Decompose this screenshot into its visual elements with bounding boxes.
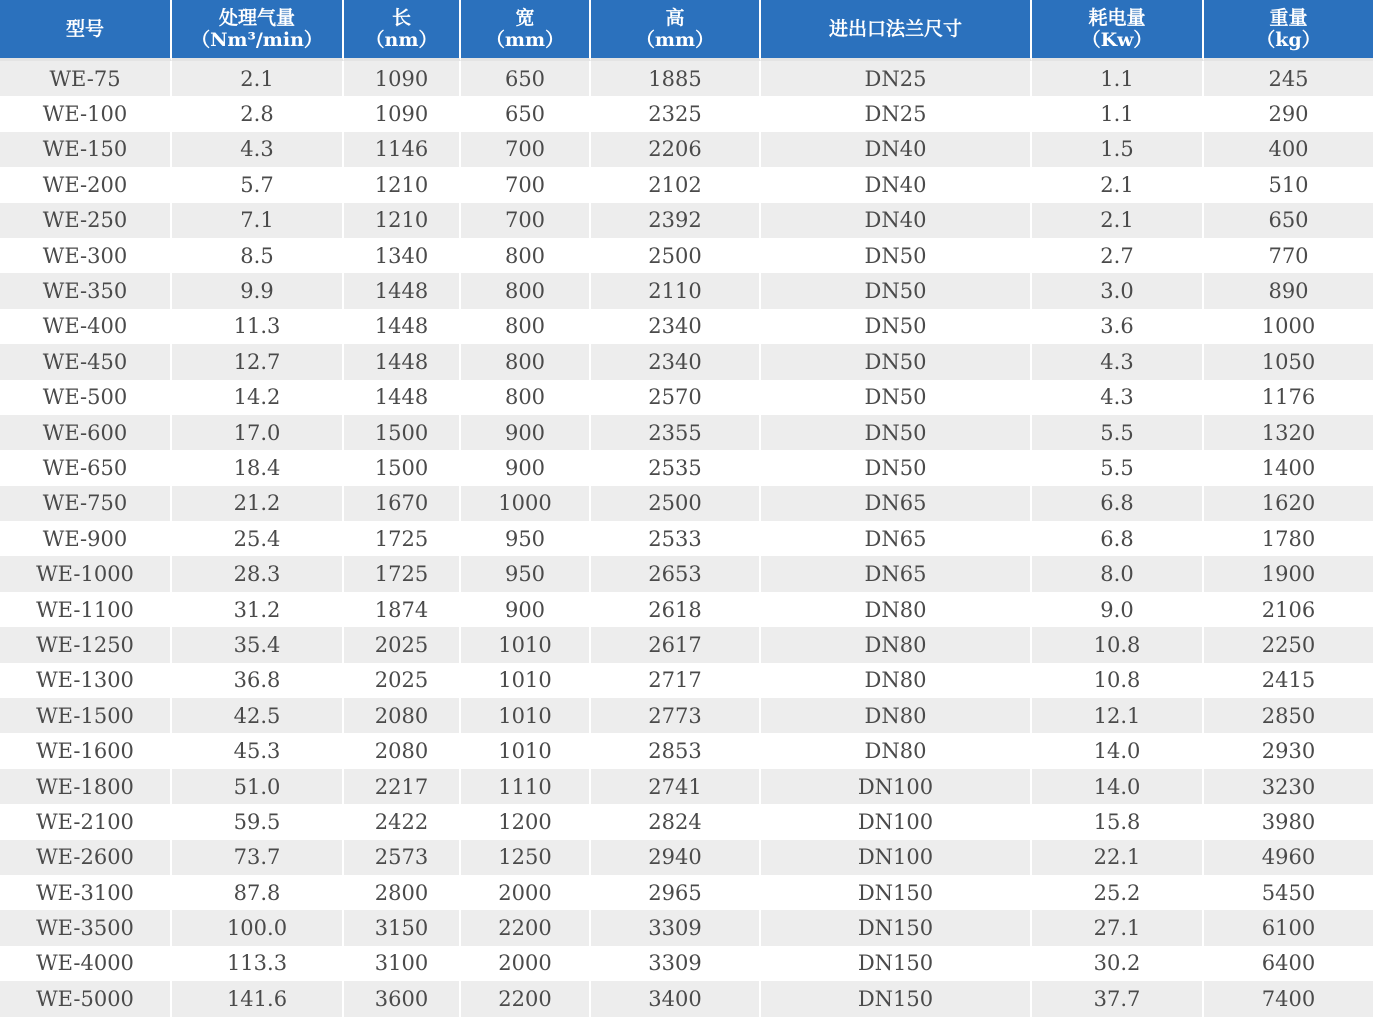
height-cell: 2500 <box>591 486 761 521</box>
length-cell: 1210 <box>344 167 461 202</box>
table-row <box>0 556 1373 591</box>
width-cell: 800 <box>461 309 591 344</box>
table-row <box>0 875 1373 910</box>
flange-cell: DN80 <box>761 627 1032 662</box>
flow-cell: 2.8 <box>172 96 344 131</box>
power-cell: 2.1 <box>1032 203 1204 238</box>
table-row <box>0 981 1373 1016</box>
weight-cell: 400 <box>1204 132 1373 167</box>
power-cell: 2.1 <box>1032 167 1204 202</box>
flow-cell: 12.7 <box>172 344 344 379</box>
header-length: 长 （nm） <box>344 0 461 61</box>
power-cell: 37.7 <box>1032 981 1204 1016</box>
width-cell: 900 <box>461 415 591 450</box>
model-cell: WE-1000 <box>0 556 172 591</box>
width-cell: 900 <box>461 450 591 485</box>
table-row <box>0 203 1373 238</box>
length-cell: 3100 <box>344 946 461 981</box>
table-row <box>0 663 1373 698</box>
weight-cell: 1900 <box>1204 556 1373 591</box>
flange-cell: DN100 <box>761 804 1032 839</box>
header-width: 宽 （mm） <box>461 0 591 61</box>
weight-cell: 290 <box>1204 96 1373 131</box>
model-cell: WE-1100 <box>0 592 172 627</box>
model-cell: WE-650 <box>0 450 172 485</box>
table-row <box>0 415 1373 450</box>
length-cell: 2080 <box>344 733 461 768</box>
model-cell: WE-200 <box>0 167 172 202</box>
flow-cell: 5.7 <box>172 167 344 202</box>
flange-cell: DN65 <box>761 556 1032 591</box>
model-cell: WE-1500 <box>0 698 172 733</box>
power-cell: 12.1 <box>1032 698 1204 733</box>
length-cell: 2573 <box>344 840 461 875</box>
length-cell: 1670 <box>344 486 461 521</box>
power-cell: 10.8 <box>1032 627 1204 662</box>
height-cell: 2533 <box>591 521 761 556</box>
length-cell: 1340 <box>344 238 461 273</box>
height-cell: 2618 <box>591 592 761 627</box>
height-cell: 2824 <box>591 804 761 839</box>
height-cell: 3309 <box>591 946 761 981</box>
power-cell: 1.5 <box>1032 132 1204 167</box>
weight-cell: 650 <box>1204 203 1373 238</box>
table-row <box>0 273 1373 308</box>
model-cell: WE-1250 <box>0 627 172 662</box>
width-cell: 950 <box>461 556 591 591</box>
width-cell: 1010 <box>461 627 591 662</box>
height-cell: 2617 <box>591 627 761 662</box>
flow-cell: 8.5 <box>172 238 344 273</box>
length-cell: 2217 <box>344 769 461 804</box>
height-cell: 2940 <box>591 840 761 875</box>
height-cell: 2392 <box>591 203 761 238</box>
model-cell: WE-500 <box>0 380 172 415</box>
flow-cell: 113.3 <box>172 946 344 981</box>
flange-cell: DN100 <box>761 769 1032 804</box>
flange-cell: DN40 <box>761 132 1032 167</box>
width-cell: 1250 <box>461 840 591 875</box>
flange-cell: DN40 <box>761 167 1032 202</box>
flow-cell: 14.2 <box>172 380 344 415</box>
table-row <box>0 61 1373 96</box>
flow-cell: 51.0 <box>172 769 344 804</box>
width-cell: 1010 <box>461 733 591 768</box>
weight-cell: 1620 <box>1204 486 1373 521</box>
height-cell: 3400 <box>591 981 761 1016</box>
length-cell: 1448 <box>344 273 461 308</box>
length-cell: 3600 <box>344 981 461 1016</box>
flange-cell: DN40 <box>761 203 1032 238</box>
length-cell: 1500 <box>344 415 461 450</box>
weight-cell: 1780 <box>1204 521 1373 556</box>
weight-cell: 890 <box>1204 273 1373 308</box>
width-cell: 2000 <box>461 875 591 910</box>
width-cell: 650 <box>461 96 591 131</box>
width-cell: 1110 <box>461 769 591 804</box>
flange-cell: DN25 <box>761 96 1032 131</box>
model-cell: WE-1800 <box>0 769 172 804</box>
table-header <box>0 0 1373 61</box>
width-cell: 800 <box>461 273 591 308</box>
flow-cell: 4.3 <box>172 132 344 167</box>
flow-cell: 100.0 <box>172 910 344 945</box>
table-row <box>0 910 1373 945</box>
table-row <box>0 132 1373 167</box>
flange-cell: DN80 <box>761 698 1032 733</box>
model-cell: WE-600 <box>0 415 172 450</box>
width-cell: 2200 <box>461 910 591 945</box>
table-row <box>0 804 1373 839</box>
model-cell: WE-75 <box>0 61 172 96</box>
flange-cell: DN150 <box>761 946 1032 981</box>
weight-cell: 1000 <box>1204 309 1373 344</box>
width-cell: 700 <box>461 132 591 167</box>
header-weight: 重量 （kg） <box>1204 0 1373 61</box>
model-cell: WE-2600 <box>0 840 172 875</box>
header-row <box>0 0 1373 61</box>
flange-cell: DN150 <box>761 981 1032 1016</box>
model-cell: WE-3100 <box>0 875 172 910</box>
table-row <box>0 840 1373 875</box>
weight-cell: 6100 <box>1204 910 1373 945</box>
flange-cell: DN80 <box>761 733 1032 768</box>
table-row <box>0 238 1373 273</box>
weight-cell: 510 <box>1204 167 1373 202</box>
width-cell: 700 <box>461 203 591 238</box>
length-cell: 1090 <box>344 61 461 96</box>
flow-cell: 45.3 <box>172 733 344 768</box>
weight-cell: 1176 <box>1204 380 1373 415</box>
height-cell: 2741 <box>591 769 761 804</box>
weight-cell: 2106 <box>1204 592 1373 627</box>
table-row <box>0 521 1373 556</box>
table-row <box>0 96 1373 131</box>
flow-cell: 7.1 <box>172 203 344 238</box>
height-cell: 2570 <box>591 380 761 415</box>
flange-cell: DN50 <box>761 415 1032 450</box>
length-cell: 2422 <box>344 804 461 839</box>
length-cell: 1725 <box>344 521 461 556</box>
power-cell: 5.5 <box>1032 450 1204 485</box>
table-row <box>0 380 1373 415</box>
model-cell: WE-150 <box>0 132 172 167</box>
table-row <box>0 769 1373 804</box>
table-row <box>0 344 1373 379</box>
length-cell: 2025 <box>344 663 461 698</box>
flow-cell: 25.4 <box>172 521 344 556</box>
height-cell: 2717 <box>591 663 761 698</box>
length-cell: 1725 <box>344 556 461 591</box>
height-cell: 2325 <box>591 96 761 131</box>
model-cell: WE-400 <box>0 309 172 344</box>
table-row <box>0 698 1373 733</box>
model-cell: WE-900 <box>0 521 172 556</box>
height-cell: 2853 <box>591 733 761 768</box>
flow-cell: 2.1 <box>172 61 344 96</box>
power-cell: 14.0 <box>1032 769 1204 804</box>
table-row <box>0 733 1373 768</box>
model-cell: WE-100 <box>0 96 172 131</box>
height-cell: 2206 <box>591 132 761 167</box>
power-cell: 10.8 <box>1032 663 1204 698</box>
flange-cell: DN150 <box>761 910 1032 945</box>
header-flange-size: 进出口法兰尺寸 <box>761 0 1032 61</box>
weight-cell: 2250 <box>1204 627 1373 662</box>
table-row <box>0 486 1373 521</box>
power-cell: 3.0 <box>1032 273 1204 308</box>
power-cell: 4.3 <box>1032 344 1204 379</box>
flow-cell: 141.6 <box>172 981 344 1016</box>
flange-cell: DN50 <box>761 450 1032 485</box>
weight-cell: 5450 <box>1204 875 1373 910</box>
model-cell: WE-1300 <box>0 663 172 698</box>
flow-cell: 21.2 <box>172 486 344 521</box>
weight-cell: 3980 <box>1204 804 1373 839</box>
power-cell: 8.0 <box>1032 556 1204 591</box>
length-cell: 1448 <box>344 309 461 344</box>
width-cell: 800 <box>461 344 591 379</box>
table-row <box>0 450 1373 485</box>
model-cell: WE-750 <box>0 486 172 521</box>
width-cell: 700 <box>461 167 591 202</box>
flange-cell: DN65 <box>761 521 1032 556</box>
power-cell: 30.2 <box>1032 946 1204 981</box>
length-cell: 1500 <box>344 450 461 485</box>
height-cell: 2102 <box>591 167 761 202</box>
power-cell: 6.8 <box>1032 521 1204 556</box>
table-row <box>0 167 1373 202</box>
power-cell: 6.8 <box>1032 486 1204 521</box>
flange-cell: DN100 <box>761 840 1032 875</box>
table-row <box>0 946 1373 981</box>
flow-cell: 36.8 <box>172 663 344 698</box>
width-cell: 1010 <box>461 663 591 698</box>
flange-cell: DN65 <box>761 486 1032 521</box>
weight-cell: 3230 <box>1204 769 1373 804</box>
length-cell: 1090 <box>344 96 461 131</box>
flow-cell: 9.9 <box>172 273 344 308</box>
flange-cell: DN50 <box>761 273 1032 308</box>
model-cell: WE-5000 <box>0 981 172 1016</box>
table-body <box>0 61 1373 1017</box>
header-power: 耗电量 （Kw） <box>1032 0 1204 61</box>
length-cell: 3150 <box>344 910 461 945</box>
table-row <box>0 592 1373 627</box>
flange-cell: DN50 <box>761 238 1032 273</box>
weight-cell: 7400 <box>1204 981 1373 1016</box>
model-cell: WE-1600 <box>0 733 172 768</box>
power-cell: 4.3 <box>1032 380 1204 415</box>
weight-cell: 1050 <box>1204 344 1373 379</box>
power-cell: 22.1 <box>1032 840 1204 875</box>
flow-cell: 35.4 <box>172 627 344 662</box>
power-cell: 27.1 <box>1032 910 1204 945</box>
flow-cell: 42.5 <box>172 698 344 733</box>
model-cell: WE-4000 <box>0 946 172 981</box>
length-cell: 2800 <box>344 875 461 910</box>
power-cell: 2.7 <box>1032 238 1204 273</box>
height-cell: 2653 <box>591 556 761 591</box>
table-row <box>0 627 1373 662</box>
flow-cell: 59.5 <box>172 804 344 839</box>
width-cell: 1010 <box>461 698 591 733</box>
flow-cell: 87.8 <box>172 875 344 910</box>
height-cell: 3309 <box>591 910 761 945</box>
width-cell: 2200 <box>461 981 591 1016</box>
length-cell: 1448 <box>344 344 461 379</box>
weight-cell: 2850 <box>1204 698 1373 733</box>
flow-cell: 31.2 <box>172 592 344 627</box>
width-cell: 1000 <box>461 486 591 521</box>
height-cell: 2535 <box>591 450 761 485</box>
model-cell: WE-2100 <box>0 804 172 839</box>
weight-cell: 770 <box>1204 238 1373 273</box>
flange-cell: DN80 <box>761 663 1032 698</box>
table-row <box>0 309 1373 344</box>
height-cell: 2500 <box>591 238 761 273</box>
length-cell: 1146 <box>344 132 461 167</box>
length-cell: 1210 <box>344 203 461 238</box>
length-cell: 1874 <box>344 592 461 627</box>
model-cell: WE-250 <box>0 203 172 238</box>
model-cell: WE-3500 <box>0 910 172 945</box>
flange-cell: DN80 <box>761 592 1032 627</box>
weight-cell: 1320 <box>1204 415 1373 450</box>
flange-cell: DN50 <box>761 380 1032 415</box>
model-cell: WE-450 <box>0 344 172 379</box>
power-cell: 1.1 <box>1032 96 1204 131</box>
height-cell: 2965 <box>591 875 761 910</box>
weight-cell: 2930 <box>1204 733 1373 768</box>
width-cell: 2000 <box>461 946 591 981</box>
weight-cell: 245 <box>1204 61 1373 96</box>
flow-cell: 73.7 <box>172 840 344 875</box>
flange-cell: DN50 <box>761 309 1032 344</box>
width-cell: 800 <box>461 238 591 273</box>
power-cell: 9.0 <box>1032 592 1204 627</box>
height-cell: 2773 <box>591 698 761 733</box>
weight-cell: 6400 <box>1204 946 1373 981</box>
model-cell: WE-300 <box>0 238 172 273</box>
model-cell: WE-350 <box>0 273 172 308</box>
header-model: 型号 <box>0 0 172 61</box>
height-cell: 2340 <box>591 309 761 344</box>
flange-cell: DN150 <box>761 875 1032 910</box>
flow-cell: 11.3 <box>172 309 344 344</box>
weight-cell: 1400 <box>1204 450 1373 485</box>
power-cell: 15.8 <box>1032 804 1204 839</box>
height-cell: 2355 <box>591 415 761 450</box>
height-cell: 1885 <box>591 61 761 96</box>
height-cell: 2340 <box>591 344 761 379</box>
flow-cell: 18.4 <box>172 450 344 485</box>
width-cell: 950 <box>461 521 591 556</box>
height-cell: 2110 <box>591 273 761 308</box>
weight-cell: 4960 <box>1204 840 1373 875</box>
flange-cell: DN50 <box>761 344 1032 379</box>
weight-cell: 2415 <box>1204 663 1373 698</box>
header-flow-capacity: 处理气量 （Nm³/min） <box>172 0 344 61</box>
length-cell: 1448 <box>344 380 461 415</box>
power-cell: 25.2 <box>1032 875 1204 910</box>
width-cell: 900 <box>461 592 591 627</box>
width-cell: 650 <box>461 61 591 96</box>
flow-cell: 17.0 <box>172 415 344 450</box>
length-cell: 2080 <box>344 698 461 733</box>
flange-cell: DN25 <box>761 61 1032 96</box>
power-cell: 5.5 <box>1032 415 1204 450</box>
width-cell: 1200 <box>461 804 591 839</box>
flow-cell: 28.3 <box>172 556 344 591</box>
length-cell: 2025 <box>344 627 461 662</box>
header-height: 高 （mm） <box>591 0 761 61</box>
power-cell: 3.6 <box>1032 309 1204 344</box>
power-cell: 1.1 <box>1032 61 1204 96</box>
width-cell: 800 <box>461 380 591 415</box>
power-cell: 14.0 <box>1032 733 1204 768</box>
